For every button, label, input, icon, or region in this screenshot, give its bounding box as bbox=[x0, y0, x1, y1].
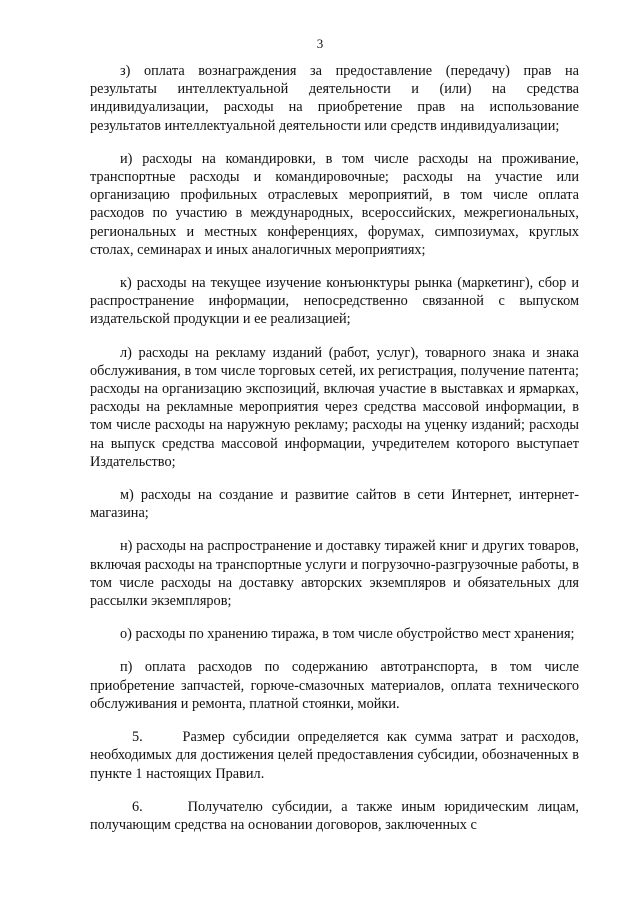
paragraph-n: н) расходы на распространение и доставку тиражей книг и других товаров, включая расходы на транспортные услуги и погрузочно-разгрузочные работы, в том числе расходы на доставку авторских экземпляров и обязательных для рассылки экземпляров; bbox=[90, 538, 579, 610]
paragraph-p: п) оплата расходов по содержанию автотранспорта, в том числе приобретение запчастей, горюче-смазочных материалов, оплата технического обслуживания и ремонта, платной стоянки, мойки. bbox=[90, 659, 579, 712]
paragraph-o: о) расходы по хранению тиража, в том числе обустройство мест хранения; bbox=[120, 626, 575, 643]
paragraph-z: з) оплата вознаграждения за предоставление (передачу) прав на результаты интеллектуальной деятельности и (или) на средства индивидуализации, расходы на приобретение прав на использование результатов интеллектуальной деятельности или средств индивидуализации; bbox=[90, 63, 579, 134]
paragraph-6: 6. Получателю субсидии, а также иным юридическим лицам, получающим средства на основании договоров, заключенных с bbox=[90, 798, 579, 833]
page-number: 3 bbox=[316, 36, 324, 51]
document-body bbox=[90, 62, 579, 849]
paragraph-m: м) расходы на создание и развитие сайтов в сети Интернет, интернет-магазина; bbox=[90, 487, 579, 522]
paragraph-5: 5. Размер субсидии определяется как сумма затрат и расходов, необходимых для достижения целей предоставления субсидии, обозначенных в пункте 1 настоящих Правил. bbox=[90, 729, 579, 782]
paragraph-k: к) расходы на текущее изучение конъюнктуры рынка (маркетинг), сбор и распространение информации, непосредственно связанной с выпуском издательской продукции и ее реализацией; bbox=[90, 275, 579, 328]
paragraph-i: и) расходы на командировки, в том числе расходы на проживание, транспортные расходы и командировочные; расходы на участие или организацию профильных отраслевых мероприятий, в том числе оплата расходов по участию в международных, всероссийских, межрегиональных, региональных и местных конференциях, форумах, симпозиумах, круглых столах, семинарах и иных аналогичных мероприятиях; bbox=[90, 150, 579, 258]
paragraph-l: л) расходы на рекламу изданий (работ, услуг), товарного знака и знака обслуживания, в том числе торговых сетей, их регистрация, получение патента; расходы на организацию экспозиций, включая участие в выставках и ярмарках, расходы на рекламные мероприятия через средства массовой информации, в том числе расходы на наружную рекламу; расходы на уценку изданий; расходы на выпуск средства массовой информации, учредителем которого выступает Издательство; bbox=[90, 344, 579, 470]
